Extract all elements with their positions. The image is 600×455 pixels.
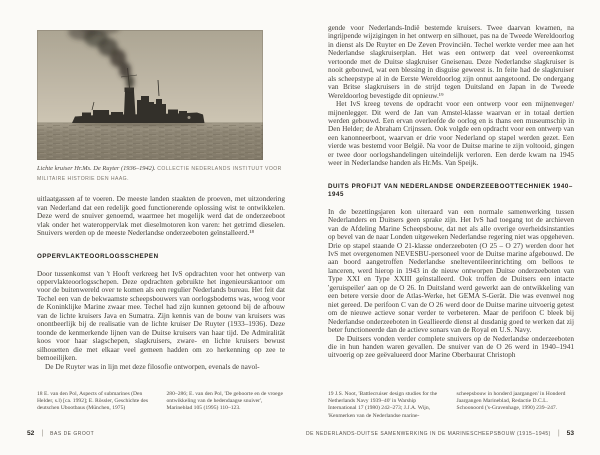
footnotes-left — [37, 391, 285, 413]
body-paragraph: Door tussenkomst van 't Hooft verkreeg het IvS opdrachten voor het ontwerp van oppervlakteoorlogsschepen. Deze opdrachten gebruikte het ingenieurskantoor om voor de buitenwereld over te komen als een regulier Nederlands bureau. Het feit dat Techel een van de bekwaamste scheepsbouwers van oorlogsbodems was, woog voor de Koninklijke Marine zwaar mee. Techel had zijn kunnen getoond bij de afbouw van de lichte kruisers Java en Sumatra. Zijn kennis van de bouw van kruisers was onontbeerlijk bij de realisatie van de lichte kruiser De Ruyter (1933–1936). Deze toonde de kenmerkende lijnen van de Duitse kruisers van haar tijd. De Admiralität koos voor haar slagschepen, slagkruisers, zware- en lichte kruisers bewust silhouetten die met elkaar veel gemeen hadden om zo herkenning op zee te bemoeilijken. — [37, 268, 285, 363]
photo-cruiser-de-ruyter — [37, 30, 285, 183]
running-title: DE NEDERLANDS-DUITSE SAMENWERKING IN DE MARINESCHEEPSBOUW (1915–1945) — [306, 431, 551, 437]
body-paragraph: uitlaatgassen af te voeren. De meeste landen staakten de proeven, met uitzondering van Nederland dat een redelijk goed functionerende oplossing wist te ontwikkelen. Deze werd de snuiver genoemd, waarmee het mogelijk werd dat de onderzeeboot vlak onder het wateroppervlak met dieselmotoren kon varen: het getrimd dieselen. Snuivers werden op de meeste Nederlandse onderzeeboten geïnstalleerd.¹⁸ — [37, 194, 285, 238]
footnote-column: scheepsbouw in honderd jaargangen' in Honderd Jaargangen Marineblad, Redactie D.C.L. Schoonoord ('s-Gravenhage, 1990) 239–247. — [456, 391, 566, 412]
ship-photo-image — [37, 30, 263, 160]
photo-caption-credit: COLLECTIE NEDERLANDS INSTITUUT VOOR MILITAIRE HISTORIE DEN HAAG. — [37, 166, 282, 182]
running-title: BAS DE GROOT — [50, 431, 95, 437]
body-paragraph: De Duitsers vonden verder complete snuivers op de Nederlandse onderzeeboten die in hun handen waren gevallen. De snuiver van de O 26 werd in 1940–1941 uitvoerig op zee geëvalueerd door Marine Oberbaurat Christoph — [328, 333, 574, 360]
page-number: 52 — [27, 430, 35, 437]
section-heading-oppervlakteoorlogsschepen: OPPERVLAKTEOORLOGSSCHEPEN — [37, 252, 159, 260]
footnote-column: 280–286; E. van den Pol, 'De geboorte en de vroege ontwikkeling van de hedendaagse snuiver', Marineblad 105 (1995) 110–123. — [166, 391, 283, 412]
section-heading-duits-profijt: DUITS PROFIJT VAN NEDERLANDSE ONDERZEEBOOTTECHNIEK 1940–1945 — [328, 182, 573, 198]
footnote-column: 19 J.S. Noot, 'Battlecruiser design studies for the Netherlands Navy 1939–40' in Warship International 17 (1980) 242–273; J.J.A. Wijn, 'Kenmerken van de Nederlandse marine- — [328, 391, 438, 419]
footer-left — [27, 430, 94, 440]
body-paragraph: In de bezettingsjaren kon uiteraard van een normale samenwerking tussen Nederlanders en Duitsers geen sprake zijn. Het IvS had toegang tot de archieven van de Afdeling Marine Scheepsbouw, dat net als alle overige overheidsinstanties op bevel van de naar Londen uitgeweken Nederlandse regering niet was opgeheven. Drie op stapel staande O 21-klasse onderzeeboten (O 25 – O 27) werden door het IvS met overgenomen NEVESBU-personeel voor de Duitse marine afgebouwd. De aan boord aangetroffen Nederlandse snelteventileerinrichting om belloos te lanceren, werd hierop in 1943 in de nieuw ontworpen Duitse onderzeeboten van Type XXI en Type XXIII geïnstalleerd. Ook troffen de Duitsers een intacte 'geruispeiler' aan op de O 26. In Duitsland werd gewerkt aan de ontwikkeling van een betere versie door de Atlas-Werke, het GEMA S-Gerät. Die was evenwel nog niet gereed. De perifoon C van de O 26 werd door de Duitse marine uitvoerig getest om de nieuwe actieve sonar verder te verbeteren. Maar de perifoon C bleek bij Nederlandse onderzeeboten in Geallieerde dienst al dusdanig goed te werken dat zij beter functioneerde dan de actieve sonars van de Royal en U.S. Navy. — [328, 206, 574, 335]
footer-right — [306, 430, 574, 440]
photo-caption — [37, 164, 285, 183]
page-right — [328, 24, 574, 360]
photo-caption-text: Lichte kruiser Hr.Ms. De Ruyter (1936–1942). — [37, 165, 158, 172]
footer-separator: | — [41, 430, 44, 437]
body-paragraph: gende voor Nederlands-Indië bestemde kruisers. Twee daarvan kwamen, na ingrijpende wijzigingen in het ontwerp en silhouet, pas na de Tweede Wereldoorlog in dienst als De Ruyter en De Zeven Provinciën. Techel werkte verder mee aan het Nederlandse slagkruiserplan. Het was een ontwerp dat veel overeenkomst vertoonde met de Duitse slagkruiser Gneisenau. Deze Nederlandse slagkruiser is nooit gebouwd, wat een blessing in disguise geweest is. In feite had de slagkruiser als scheepstype al in de Eerste Wereldoorlog zijn onnut aangetoond. De ondergang van Britse slagkruisers in de strijd tegen Duitsland en Japan in de Tweede Wereldoorlog bevestigde dit opnieuw.¹⁹ — [328, 23, 574, 100]
footnotes-right — [328, 391, 574, 420]
body-paragraph: Het IvS kreeg tevens de opdracht voor een ontwerp voor een mijnenveger/ mijnenlegger. Dit werd de Jan van Amstel-klasse waarvan er in totaal dertien werden gebouwd. Een ervan overleefde de oorlog en is thans een museumschip in Den Helder; de Abraham Crijnssen. Ook volgde een opdracht voor een ontwerp van een kanonneerboot, waarvan er drie voor Nederland op stapel werden gezet. Een vierde was bestemd voor België. Na voor de Duitse marine te zijn voltooid, gingen er twee door oorlogshandelingen uiteindelijk verloren. Een derde kwam na 1945 weer in Nederlandse handen als Hr.Ms. Van Speijk. — [328, 99, 574, 168]
footnote-column: 18 E. van den Pol, Aspects of submarines (Den Helder, s.l) [ca. 1992]; E. Rössler, Geschichte des deutschen Ubootbaus (München, 1975) — [37, 391, 149, 412]
page-left — [37, 30, 285, 371]
page-number: 53 — [566, 430, 574, 437]
body-paragraph: De De Ruyter was in lijn met deze filosofie ontworpen, evenals de navol- — [45, 361, 260, 371]
footer-separator: | — [557, 430, 560, 437]
